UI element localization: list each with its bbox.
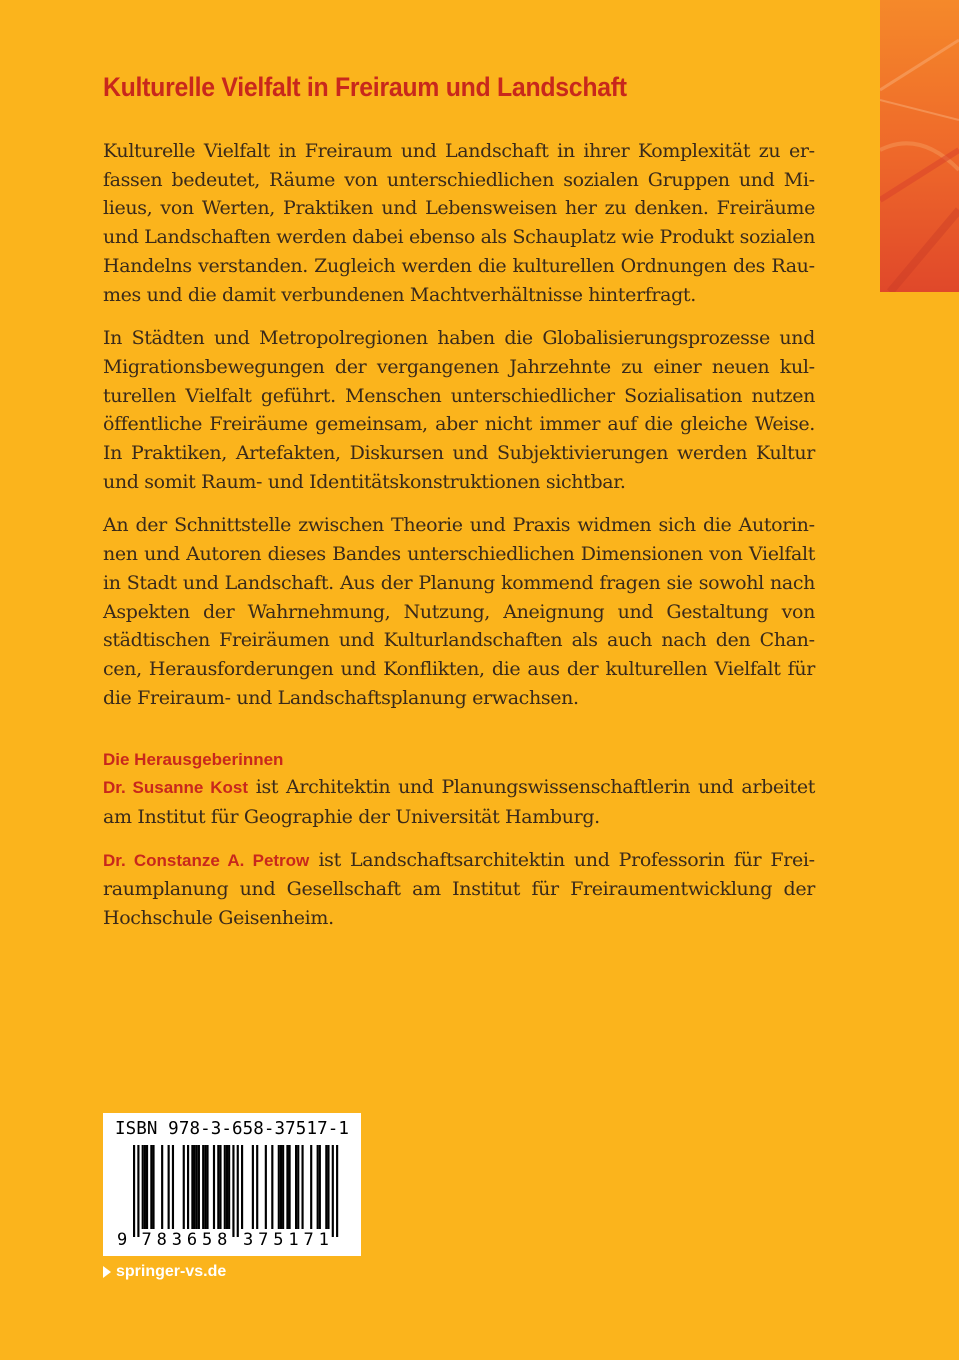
barcode-bar bbox=[301, 1145, 303, 1229]
ean-digits bbox=[103, 1230, 361, 1252]
barcode-bar bbox=[150, 1145, 152, 1229]
ean-digit: 8 bbox=[217, 1230, 228, 1250]
ean-digit: 1 bbox=[318, 1230, 329, 1250]
barcode-bar bbox=[241, 1145, 243, 1229]
ean-digit: 3 bbox=[171, 1230, 182, 1250]
barcode-bar bbox=[280, 1145, 282, 1229]
barcode-bar bbox=[144, 1145, 146, 1229]
barcode-bar bbox=[286, 1145, 288, 1229]
barcode-bar bbox=[297, 1145, 299, 1229]
barcode-bar bbox=[219, 1145, 221, 1229]
book-title: Kulturelle Vielfalt in Freiraum und Landschaft bbox=[103, 72, 627, 102]
barcode-bar bbox=[224, 1145, 226, 1229]
barcode-bar bbox=[278, 1145, 280, 1229]
arrow-right-icon bbox=[103, 1266, 111, 1278]
ean-digit: 5 bbox=[273, 1230, 284, 1250]
barcode-bar bbox=[172, 1145, 174, 1229]
isbn-barcode bbox=[103, 1113, 361, 1256]
ean-digit: 7 bbox=[141, 1230, 152, 1250]
barcode-bar bbox=[202, 1145, 204, 1229]
barcode-bar bbox=[252, 1145, 254, 1229]
editors-heading: Die Herausgeberinnen bbox=[103, 750, 284, 770]
barcode-bar bbox=[232, 1145, 234, 1237]
barcode-bar bbox=[161, 1145, 163, 1229]
ean-digit: 9 bbox=[117, 1230, 128, 1250]
ean-digit: 3 bbox=[243, 1230, 254, 1250]
barcode-bar bbox=[183, 1145, 185, 1229]
barcode-bar bbox=[332, 1145, 334, 1237]
barcode-bar bbox=[146, 1145, 148, 1229]
editor-bio-2 bbox=[103, 846, 815, 933]
back-cover-text bbox=[103, 72, 815, 947]
barcode-bar bbox=[213, 1145, 215, 1229]
editor-name-1: Dr. Susanne Kost bbox=[103, 778, 248, 798]
editor-text-2: ist Landschaftsarchitektin und Professorin für Freiraumplanung und Gesellschaft am Institut für Freiraumentwicklung der Hochschule Geisenheim. bbox=[103, 848, 815, 930]
barcode-bar bbox=[265, 1145, 267, 1229]
ean-digit: 5 bbox=[201, 1230, 213, 1250]
barcode-bar bbox=[282, 1145, 284, 1229]
barcode-bar bbox=[168, 1145, 170, 1229]
editor-bio-1 bbox=[103, 773, 815, 831]
isbn-label: ISBN 978-3-658-37517-1 bbox=[115, 1119, 349, 1139]
barcode-bar bbox=[237, 1145, 239, 1237]
barcode-bar bbox=[187, 1145, 189, 1229]
barcode-bar bbox=[204, 1145, 206, 1229]
corner-graphic bbox=[880, 0, 959, 292]
paragraph-2: In Städten und Metropolregionen haben die Globalisierungsprozesse und Migrationsbewegungen der vergangenen Jahrzehnte zu einer neuen kulturellen Vielfalt geführt. Menschen unterschiedlicher Sozialisation nutzen öffentliche Freiräume gemeinsam, aber nicht immer auf die gleiche Weise. In Praktiken, Artefakten, Diskursen und Subjektivierungen werden Kultur und somit Raum- und Identitätskonstruktionen sichtbar. bbox=[103, 327, 815, 493]
editor-name-2: Dr. Constanze A. Petrow bbox=[103, 850, 310, 870]
barcode-bar bbox=[256, 1145, 258, 1229]
barcode-bar bbox=[336, 1145, 338, 1237]
ean-digit: 6 bbox=[186, 1230, 198, 1250]
barcode-bar bbox=[198, 1145, 200, 1229]
barcode-bar bbox=[217, 1145, 219, 1229]
barcode-bar bbox=[142, 1145, 144, 1229]
barcode-bar bbox=[152, 1145, 154, 1229]
barcode-bar bbox=[289, 1145, 291, 1229]
barcode-bar bbox=[317, 1145, 319, 1229]
barcode-bar bbox=[295, 1145, 297, 1229]
barcode-bar bbox=[325, 1145, 327, 1229]
barcode-bar bbox=[271, 1145, 273, 1229]
barcode-bar bbox=[193, 1145, 195, 1229]
barcode-bar bbox=[137, 1145, 139, 1237]
barcode-bar bbox=[206, 1145, 208, 1229]
paragraph-1: Kulturelle Vielfalt in Freiraum und Landschaft in ihrer Komplexität zu erfassen bedeutet, Räume von unterschiedlichen sozialen Gruppen und Milieus, von Werten, Praktiken und Lebensweisen her zu denken. Freiräume und Landschaften werden dabei ebenso als Schauplatz wie Produkt sozialen Handelns verstanden. Zugleich werden die kulturellen Ordnungen des Raumes und die damit verbundenen Machtverhältnisse hinterfragt. bbox=[103, 140, 815, 306]
barcode-bar bbox=[226, 1145, 228, 1229]
barcode-bar bbox=[133, 1145, 135, 1237]
paragraph-3: An der Schnittstelle zwischen Theorie und Praxis widmen sich die Autorinnen und Autoren dieses Bandes unterschiedlichen Dimensionen von Vielfalt in Stadt und Landschaft. Aus der Planung kommend fragen sie sowohl nach Aspekten der Wahrnehmung, Nutzung, Aneignung und Gestaltung von städtischen Freiräumen und Kulturlandschaften als auch nach den Chancen, Herausforderungen und Konflikten, die aus der kulturellen Vielfalt für die Freiraum- und Landschaftsplanung erwachsen. bbox=[103, 514, 815, 709]
barcode-bar bbox=[196, 1145, 198, 1229]
barcode-bar bbox=[228, 1145, 230, 1229]
ean-digit: 1 bbox=[288, 1230, 299, 1250]
barcode-bar bbox=[310, 1145, 312, 1229]
publisher-link[interactable] bbox=[103, 1263, 226, 1281]
publisher-url: springer-vs.de bbox=[116, 1263, 227, 1280]
ean-digit: 8 bbox=[156, 1230, 167, 1250]
barcode-bar bbox=[319, 1145, 321, 1229]
ean-digit: 7 bbox=[258, 1230, 269, 1250]
editor-text-1: ist Architektin und Planungswissenschaftlerin und arbeitet am Institut für Geographie der Universität Hamburg. bbox=[103, 776, 815, 829]
barcode-bar bbox=[191, 1145, 193, 1229]
barcode-bar bbox=[327, 1145, 329, 1229]
ean-digit: 7 bbox=[303, 1230, 314, 1250]
